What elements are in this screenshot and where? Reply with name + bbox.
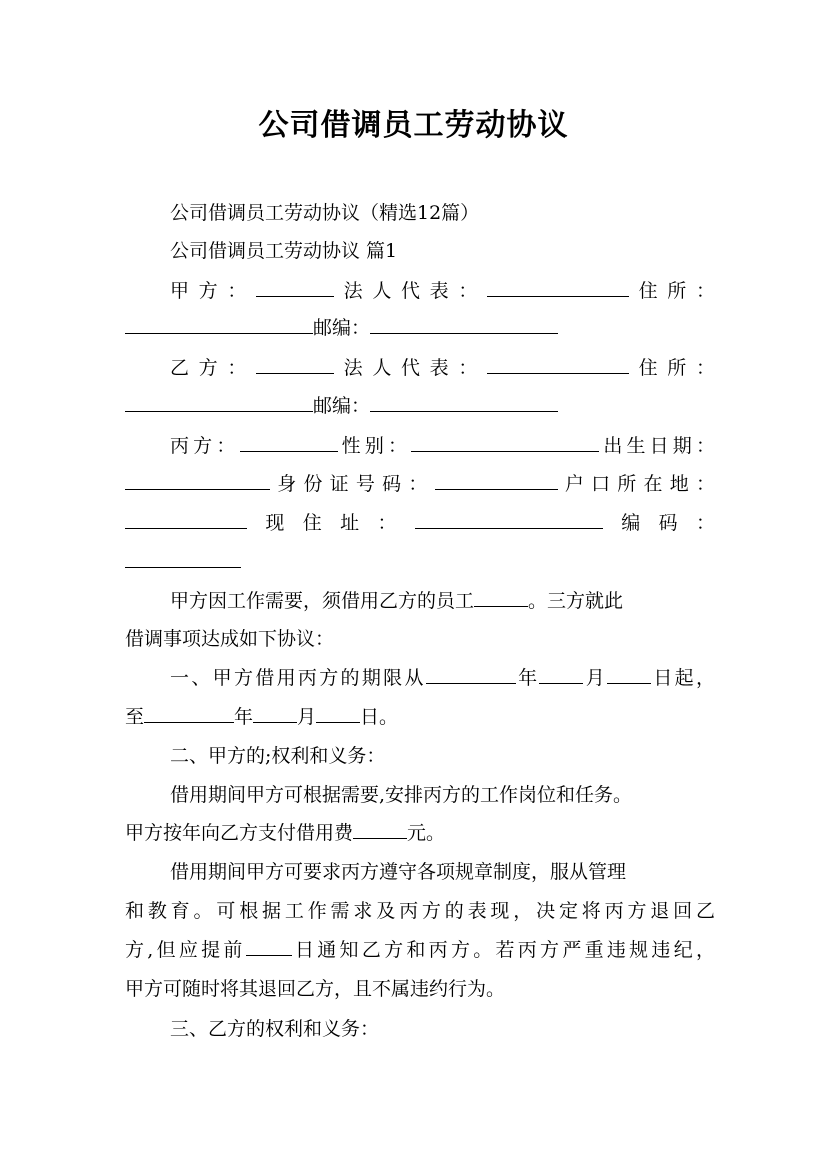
party-c-line-2	[125, 471, 715, 497]
clause1-to: 至	[125, 706, 145, 728]
party-c-line-3	[125, 510, 715, 536]
para2-text-b: 元。	[407, 822, 446, 844]
party-c-id-label: 身份证号码：	[270, 473, 435, 495]
party-b-address-blank	[125, 393, 313, 412]
para2-text-a: 甲方按年向乙方支付借用费	[125, 822, 354, 844]
party-c-birth-label: 出生日期：	[599, 435, 715, 457]
party-b-rep-label: 法人代表：	[334, 357, 487, 379]
party-a-rep-label: 法人代表：	[334, 280, 487, 302]
party-a-rep-blank	[487, 278, 629, 297]
party-b-line-2	[125, 393, 715, 419]
document-title: 公司借调员工劳动协议	[258, 108, 569, 143]
para3-line-4: 甲方可随时将其退回乙方，且不属违约行为。	[125, 978, 506, 1000]
party-c-gender-label: 性别：	[337, 435, 412, 457]
para1-blank	[474, 588, 528, 607]
para1-text-a: 甲方因工作需要，须借用乙方的员工	[170, 590, 475, 612]
clause1-line-2	[125, 704, 715, 730]
party-c-code-label: 编码：	[602, 512, 715, 534]
clause1-day-blank-2	[316, 704, 360, 723]
clause1-year-1: 年	[515, 667, 540, 689]
party-c-name-blank	[240, 433, 338, 452]
para2-line-2	[125, 820, 715, 846]
para1-line-2: 借调事项达成如下协议：	[125, 628, 335, 650]
clause1-text-a: 一、甲方借用丙方的期限从	[170, 667, 426, 689]
party-c-hukou-label: 户口所在地：	[557, 473, 715, 495]
para3-days-blank	[246, 937, 292, 956]
clause1-year-blank-1	[426, 665, 516, 684]
clause1-year-blank-2	[144, 704, 234, 723]
clause1-day-blank-1	[607, 665, 651, 684]
clause1-year-2: 年	[234, 706, 254, 728]
party-a-postcode-blank	[370, 315, 558, 334]
party-c-line	[170, 433, 715, 459]
party-c-id-blank	[435, 471, 558, 490]
clause1-day-end: 日。	[360, 706, 399, 728]
clause1-month-1: 月	[583, 667, 608, 689]
party-c-hukou-blank	[125, 510, 247, 529]
party-b-postcode-label: 邮编：	[313, 395, 371, 417]
party-c-label: 丙方：	[170, 435, 240, 457]
party-b-rep-blank	[487, 355, 629, 374]
party-b-name-blank	[256, 355, 334, 374]
para3-line-3	[125, 937, 715, 963]
clause1-day-from: 日起，	[651, 667, 715, 689]
party-c-line-4	[125, 549, 715, 575]
para3-line-2: 和教育。可根据工作需求及丙方的表现，决定将丙方退回乙	[125, 900, 715, 922]
para2-fee-blank	[353, 820, 407, 839]
party-a-line-2	[125, 315, 715, 341]
party-b-address-label: 住所：	[628, 357, 715, 379]
party-a-line	[170, 278, 715, 304]
party-a-address-label: 住所：	[628, 280, 715, 302]
section-heading: 公司借调员工劳动协议 篇1	[170, 240, 398, 262]
party-a-address-blank	[125, 315, 313, 334]
party-c-current-address-blank	[415, 510, 603, 529]
para3-text-a: 方,但应提前	[125, 939, 246, 961]
party-c-code-blank	[125, 549, 241, 568]
clause3-heading: 三、乙方的权利和义务：	[170, 1018, 380, 1040]
party-a-postcode-label: 邮编：	[313, 317, 371, 339]
clause1-month-blank-1	[539, 665, 583, 684]
party-b-line	[170, 355, 715, 381]
party-b-label: 乙方：	[170, 357, 256, 379]
clause1-line-1	[170, 665, 715, 691]
clause1-month-blank-2	[253, 704, 297, 723]
party-c-current-address-label: 现住址：	[247, 512, 415, 534]
party-c-birth-blank	[125, 471, 270, 490]
party-a-label: 甲方：	[170, 280, 256, 302]
party-c-gender-blank	[411, 433, 599, 452]
party-a-name-blank	[256, 278, 334, 297]
clause1-month-2: 月	[297, 706, 317, 728]
document-subtitle: 公司借调员工劳动协议（精选12篇）	[170, 202, 480, 224]
para1-line-1	[170, 588, 715, 614]
para3-text-b: 日通知乙方和丙方。若丙方严重违规违纪，	[291, 939, 715, 961]
party-b-postcode-blank	[370, 393, 558, 412]
clause2-heading: 二、甲方的;权利和义务：	[170, 745, 386, 767]
para1-text-b: 。三方就此	[528, 590, 624, 612]
para2-line-1: 借用期间甲方可根据需要,安排丙方的工作岗位和任务。	[170, 784, 633, 806]
para3-line-1: 借用期间甲方可要求丙方遵守各项规章制度，服从管理	[170, 861, 627, 883]
